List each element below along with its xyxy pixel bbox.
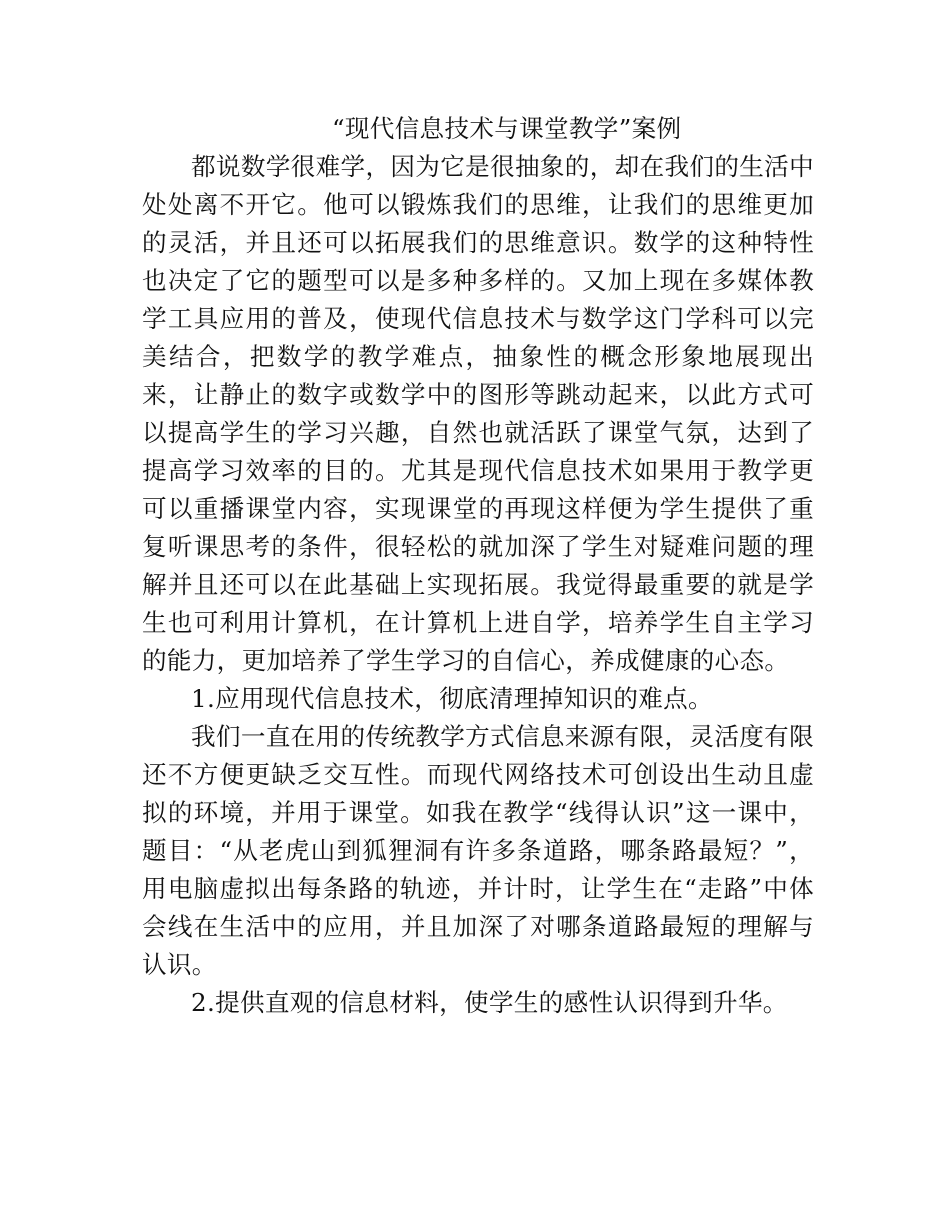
paragraph-section-1: 我们一直在用的传统教学方式信息来源有限，灵活度有限还不方便更缺乏交互性。而现代网络技术可创设出生动且虚拟的环境，并用于课堂。如我在教学“线得认识”这一课中，题目：“从老虎山到狐狸洞有许多条道路，哪条路最短？”，用电脑虚拟出每条路的轨迹，并计时，让学生在“走路”中体会线在生活中的应用，并且加深了对哪条道路最短的理解与认识。 bbox=[142, 722, 814, 979]
document-body bbox=[142, 110, 814, 1022]
document-title: “现代信息技术与课堂教学”案例 bbox=[332, 114, 682, 143]
section-heading-2: 2.提供直观的信息材料，使学生的感性认识得到升华。 bbox=[191, 988, 788, 1017]
section-heading-1: 1.应用现代信息技术，彻底清理掉知识的难点。 bbox=[191, 684, 713, 713]
paragraph-intro: 都说数学很难学，因为它是很抽象的，却在我们的生活中处处离不开它。他可以锻炼我们的思维，让我们的思维更加的灵活，并且还可以拓展我们的思维意识。数学的这种特性也决定了它的题型可以是多种多样的。又加上现在多媒体教学工具应用的普及，使现代信息技术与数学这门学科可以完美结合，把数学的教学难点，抽象性的概念形象地展现出来，让静止的数字或数学中的图形等跳动起来，以此方式可以提高学生的学习兴趣，自然也就活跃了课堂气氛，达到了提高学习效率的目的。尤其是现代信息技术如果用于教学更可以重播课堂内容，实现课堂的再现这样便为学生提供了重复听课思考的条件，很轻松的就加深了学生对疑难问题的理解并且还可以在此基础上实现拓展。我觉得最重要的就是学生也可利用计算机，在计算机上进自学，培养学生自主学习的能力，更加培养了学生学习的自信心，养成健康的心态。 bbox=[142, 152, 814, 675]
